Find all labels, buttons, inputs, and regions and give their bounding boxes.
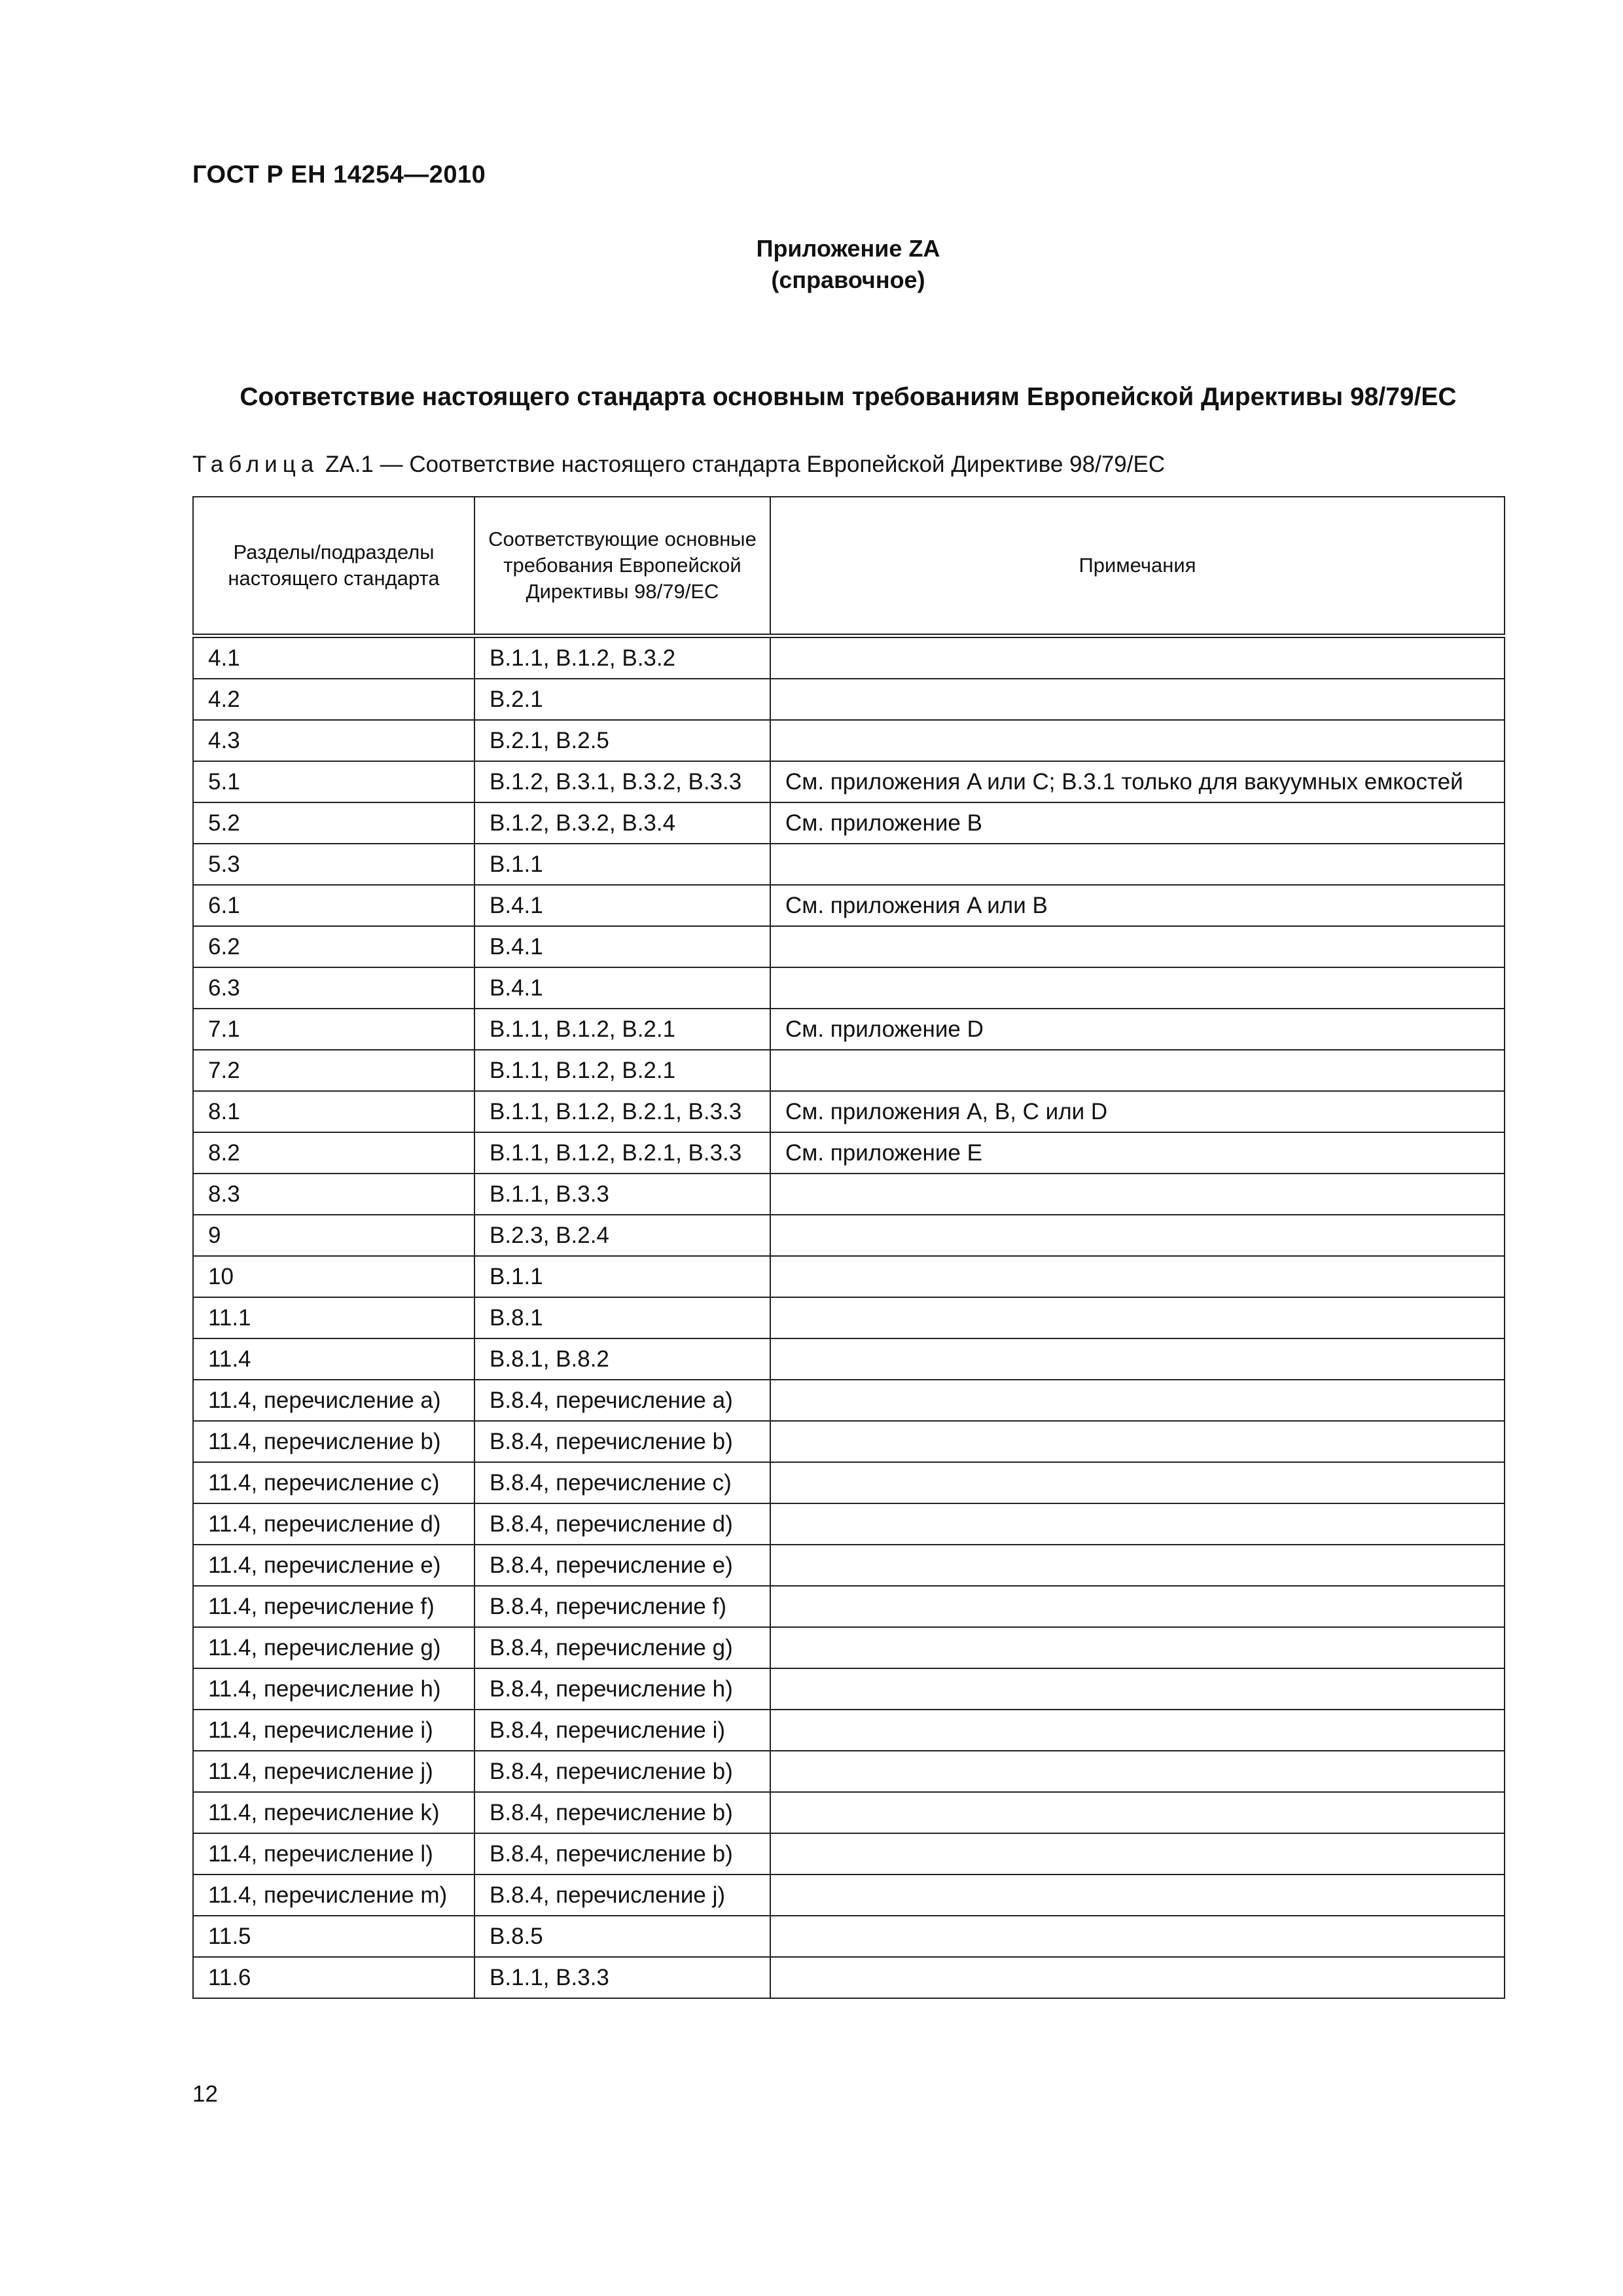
cell-section: 5.3 (193, 844, 474, 885)
table-row (193, 761, 1505, 802)
cell-note (770, 926, 1505, 967)
cell-note (770, 1421, 1505, 1462)
cell-requirement: B.2.1, B.2.5 (474, 720, 770, 761)
cell-note (770, 1380, 1505, 1421)
table-body (193, 636, 1505, 1999)
cell-note (770, 1792, 1505, 1833)
cell-note (770, 636, 1505, 679)
table-row (193, 1627, 1505, 1668)
cell-section: 5.2 (193, 802, 474, 844)
cell-note (770, 1297, 1505, 1338)
table-row (193, 1421, 1505, 1462)
cell-note (770, 1751, 1505, 1792)
cell-note (770, 967, 1505, 1009)
table-row (193, 844, 1505, 885)
table-row (193, 1668, 1505, 1710)
table-caption-text: ZA.1 — Соответствие настоящего стандарта Европейской Директиве 98/79/EC (319, 452, 1166, 477)
table-row (193, 1751, 1505, 1792)
table-row (193, 1545, 1505, 1586)
table-row (193, 1338, 1505, 1380)
table-caption-prefix: Таблица (192, 452, 319, 477)
table-row (193, 1297, 1505, 1338)
table-row (193, 802, 1505, 844)
table-row (193, 720, 1505, 761)
document-code: ГОСТ Р ЕН 14254—2010 (192, 161, 486, 188)
table-row (193, 1132, 1505, 1174)
correspondence-table (192, 496, 1505, 1999)
cell-note (770, 1256, 1505, 1297)
page-number: 12 (192, 2081, 218, 2107)
cell-note (770, 720, 1505, 761)
cell-note (770, 1503, 1505, 1545)
cell-section: 5.1 (193, 761, 474, 802)
header-requirements: Соответствующие основные требования Европейской Директивы 98/79/EC (474, 497, 770, 636)
cell-section: 4.3 (193, 720, 474, 761)
cell-section: 11.4 (193, 1338, 474, 1380)
cell-note (770, 1833, 1505, 1874)
cell-requirement: B.8.4, перечисление b) (474, 1792, 770, 1833)
cell-requirement: B.4.1 (474, 967, 770, 1009)
cell-section: 6.2 (193, 926, 474, 967)
main-title: Соответствие настоящего стандарта основным требованиям Европейской Директивы 98/79/EC (240, 383, 1457, 411)
table-row (193, 1462, 1505, 1503)
cell-section: 6.3 (193, 967, 474, 1009)
table-header-row (193, 497, 1505, 636)
cell-requirement: B.4.1 (474, 885, 770, 926)
cell-section: 11.4, перечисление d) (193, 1503, 474, 1545)
cell-requirement: B.1.1, B.1.2, B.2.1, B.3.3 (474, 1132, 770, 1174)
table-row (193, 1009, 1505, 1050)
cell-requirement: B.2.1 (474, 679, 770, 720)
table-row (193, 636, 1505, 679)
cell-note (770, 1338, 1505, 1380)
cell-requirement: B.8.4, перечисление h) (474, 1668, 770, 1710)
cell-requirement: B.8.1 (474, 1297, 770, 1338)
cell-section: 11.4, перечисление a) (193, 1380, 474, 1421)
cell-note (770, 1668, 1505, 1710)
cell-note (770, 1916, 1505, 1957)
cell-requirement: B.8.4, перечисление j) (474, 1874, 770, 1916)
cell-requirement: B.8.4, перечисление e) (474, 1545, 770, 1586)
cell-requirement: B.8.4, перечисление a) (474, 1380, 770, 1421)
table-row (193, 1874, 1505, 1916)
cell-requirement: B.1.2, B.3.2, B.3.4 (474, 802, 770, 844)
cell-note: См. приложения A, B, C или D (770, 1091, 1505, 1132)
table-row (193, 1792, 1505, 1833)
cell-section: 10 (193, 1256, 474, 1297)
cell-note: См. приложение E (770, 1132, 1505, 1174)
header-notes: Примечания (770, 497, 1505, 636)
cell-note: См. приложения A или C; B.3.1 только для вакуумных емкостей (770, 761, 1505, 802)
cell-section: 9 (193, 1215, 474, 1256)
cell-section: 6.1 (193, 885, 474, 926)
cell-requirement: B.8.4, перечисление i) (474, 1710, 770, 1751)
cell-section: 11.4, перечисление g) (193, 1627, 474, 1668)
cell-requirement: B.8.4, перечисление b) (474, 1751, 770, 1792)
table-row (193, 1586, 1505, 1627)
cell-section: 11.4, перечисление h) (193, 1668, 474, 1710)
cell-requirement: B.1.1, B.3.3 (474, 1957, 770, 1998)
cell-note: См. приложение D (770, 1009, 1505, 1050)
table-row (193, 679, 1505, 720)
cell-section: 11.4, перечисление m) (193, 1874, 474, 1916)
annex-title: Приложение ZA (756, 235, 940, 262)
cell-note (770, 679, 1505, 720)
cell-requirement: B.8.1, B.8.2 (474, 1338, 770, 1380)
cell-requirement: B.1.1, B.1.2, B.2.1, B.3.3 (474, 1091, 770, 1132)
table-row (193, 1957, 1505, 1998)
cell-section: 8.1 (193, 1091, 474, 1132)
cell-note (770, 1710, 1505, 1751)
cell-section: 4.2 (193, 679, 474, 720)
cell-section: 11.4, перечисление c) (193, 1462, 474, 1503)
cell-requirement: B.8.4, перечисление d) (474, 1503, 770, 1545)
cell-requirement: B.1.1 (474, 844, 770, 885)
cell-section: 11.4, перечисление e) (193, 1545, 474, 1586)
cell-section: 11.4, перечисление i) (193, 1710, 474, 1751)
cell-requirement: B.8.4, перечисление f) (474, 1586, 770, 1627)
cell-section: 8.3 (193, 1174, 474, 1215)
table-caption (192, 452, 1165, 478)
cell-requirement: B.1.2, B.3.1, B.3.2, B.3.3 (474, 761, 770, 802)
table-row (193, 1174, 1505, 1215)
table-row (193, 1050, 1505, 1091)
cell-requirement: B.1.1, B.1.2, B.2.1 (474, 1050, 770, 1091)
table-row (193, 1256, 1505, 1297)
cell-note (770, 1957, 1505, 1998)
cell-note (770, 1586, 1505, 1627)
cell-section: 11.5 (193, 1916, 474, 1957)
cell-note (770, 1174, 1505, 1215)
cell-section: 11.1 (193, 1297, 474, 1338)
cell-requirement: B.8.4, перечисление g) (474, 1627, 770, 1668)
table-row (193, 1833, 1505, 1874)
cell-section: 11.4, перечисление l) (193, 1833, 474, 1874)
cell-section: 11.6 (193, 1957, 474, 1998)
cell-requirement: B.1.1, B.1.2, B.3.2 (474, 636, 770, 679)
table-row (193, 1380, 1505, 1421)
table-row (193, 1215, 1505, 1256)
table-row (193, 1710, 1505, 1751)
cell-requirement: B.4.1 (474, 926, 770, 967)
cell-section: 4.1 (193, 636, 474, 679)
cell-note (770, 844, 1505, 885)
cell-note (770, 1050, 1505, 1091)
table-row (193, 1091, 1505, 1132)
cell-note (770, 1627, 1505, 1668)
table-row (193, 885, 1505, 926)
annex-status: (справочное) (771, 266, 925, 293)
cell-requirement: B.1.1 (474, 1256, 770, 1297)
table-row (193, 1503, 1505, 1545)
cell-requirement: B.8.4, перечисление b) (474, 1421, 770, 1462)
header-sections: Разделы/подразделы настоящего стандарта (193, 497, 474, 636)
cell-note: См. приложения A или B (770, 885, 1505, 926)
cell-note: См. приложение B (770, 802, 1505, 844)
cell-requirement: B.1.1, B.1.2, B.2.1 (474, 1009, 770, 1050)
cell-section: 11.4, перечисление b) (193, 1421, 474, 1462)
table-row (193, 926, 1505, 967)
cell-requirement: B.8.4, перечисление c) (474, 1462, 770, 1503)
cell-section: 7.1 (193, 1009, 474, 1050)
table-row (193, 967, 1505, 1009)
cell-section: 8.2 (193, 1132, 474, 1174)
cell-note (770, 1874, 1505, 1916)
cell-requirement: B.8.5 (474, 1916, 770, 1957)
cell-section: 11.4, перечисление j) (193, 1751, 474, 1792)
cell-note (770, 1215, 1505, 1256)
annex-heading (0, 233, 1623, 296)
cell-requirement: B.2.3, B.2.4 (474, 1215, 770, 1256)
cell-requirement: B.1.1, B.3.3 (474, 1174, 770, 1215)
cell-note (770, 1462, 1505, 1503)
cell-section: 11.4, перечисление f) (193, 1586, 474, 1627)
cell-requirement: B.8.4, перечисление b) (474, 1833, 770, 1874)
cell-section: 11.4, перечисление k) (193, 1792, 474, 1833)
cell-section: 7.2 (193, 1050, 474, 1091)
cell-note (770, 1545, 1505, 1586)
table-row (193, 1916, 1505, 1957)
